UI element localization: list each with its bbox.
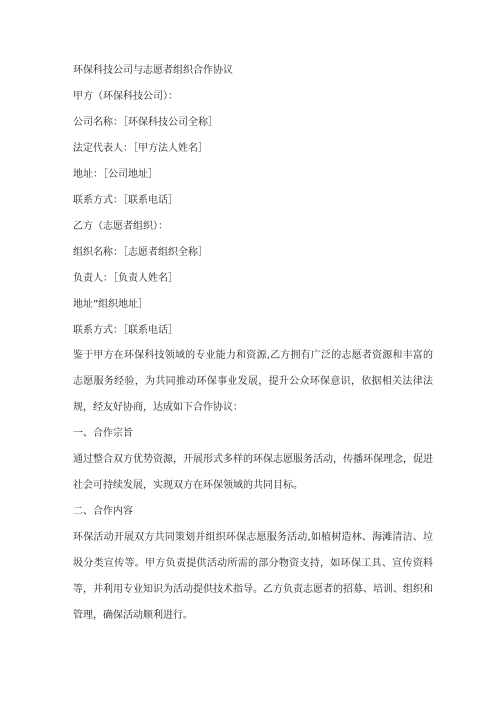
section-heading-purpose: 一、合作宗旨 — [73, 428, 133, 439]
party-b-heading: 乙方（志愿者组织）： — [73, 221, 168, 232]
section-heading-content: 二、合作内容 — [73, 506, 133, 517]
section-body-content: 环保活动开展双方共同策划并组织环保志愿服务活动,如植树造林、海滩清洁、垃圾分类宣传等。甲方负责提供活动所需的部分物资支持，如环保工具、宣传资料等，并利用专业知识为活动提供技术指导。乙方负责志愿者的招募、培训、组织和管理，确保活动顺利进行。 — [73, 532, 433, 621]
party-a-legal-representative: 法定代表人：［甲方法人姓名］ — [73, 143, 208, 154]
party-b-responsible-person: 负责人：［负责人姓名］ — [73, 273, 178, 284]
party-a-company-name: 公司名称：［环保科技公司全称］ — [73, 117, 218, 128]
party-b-contact: 联系方式：［联系电话］ — [73, 325, 178, 336]
party-b-organization-name: 组织名称：［志愿者组织全称］ — [73, 247, 208, 258]
party-a-address: 地址：［公司地址］ — [73, 169, 158, 180]
party-a-heading: 甲方（环保科技公司）： — [73, 91, 178, 102]
agreement-body — [73, 64, 433, 629]
preamble-paragraph: 鉴于甲方在环保科技领域的专业能力和资源,乙方拥有广泛的志愿者资源和丰富的志愿服务经验，为共同推动环保事业发展，提升公众环保意识，依据相关法律法规，经友好协商，达成如下合作协议： — [73, 350, 433, 413]
party-b-address: 地址”组织地址］ — [73, 299, 149, 310]
party-a-contact: 联系方式：［联系电话］ — [73, 195, 178, 206]
section-body-purpose: 通过整合双方优势资源，开展形式多样的环保志愿服务活动，传播环保理念，促进社会可持续发展，实现双方在环保领域的共同目标。 — [73, 454, 433, 491]
document-title: 环保科技公司与志愿者组织合作协议 — [73, 65, 233, 76]
